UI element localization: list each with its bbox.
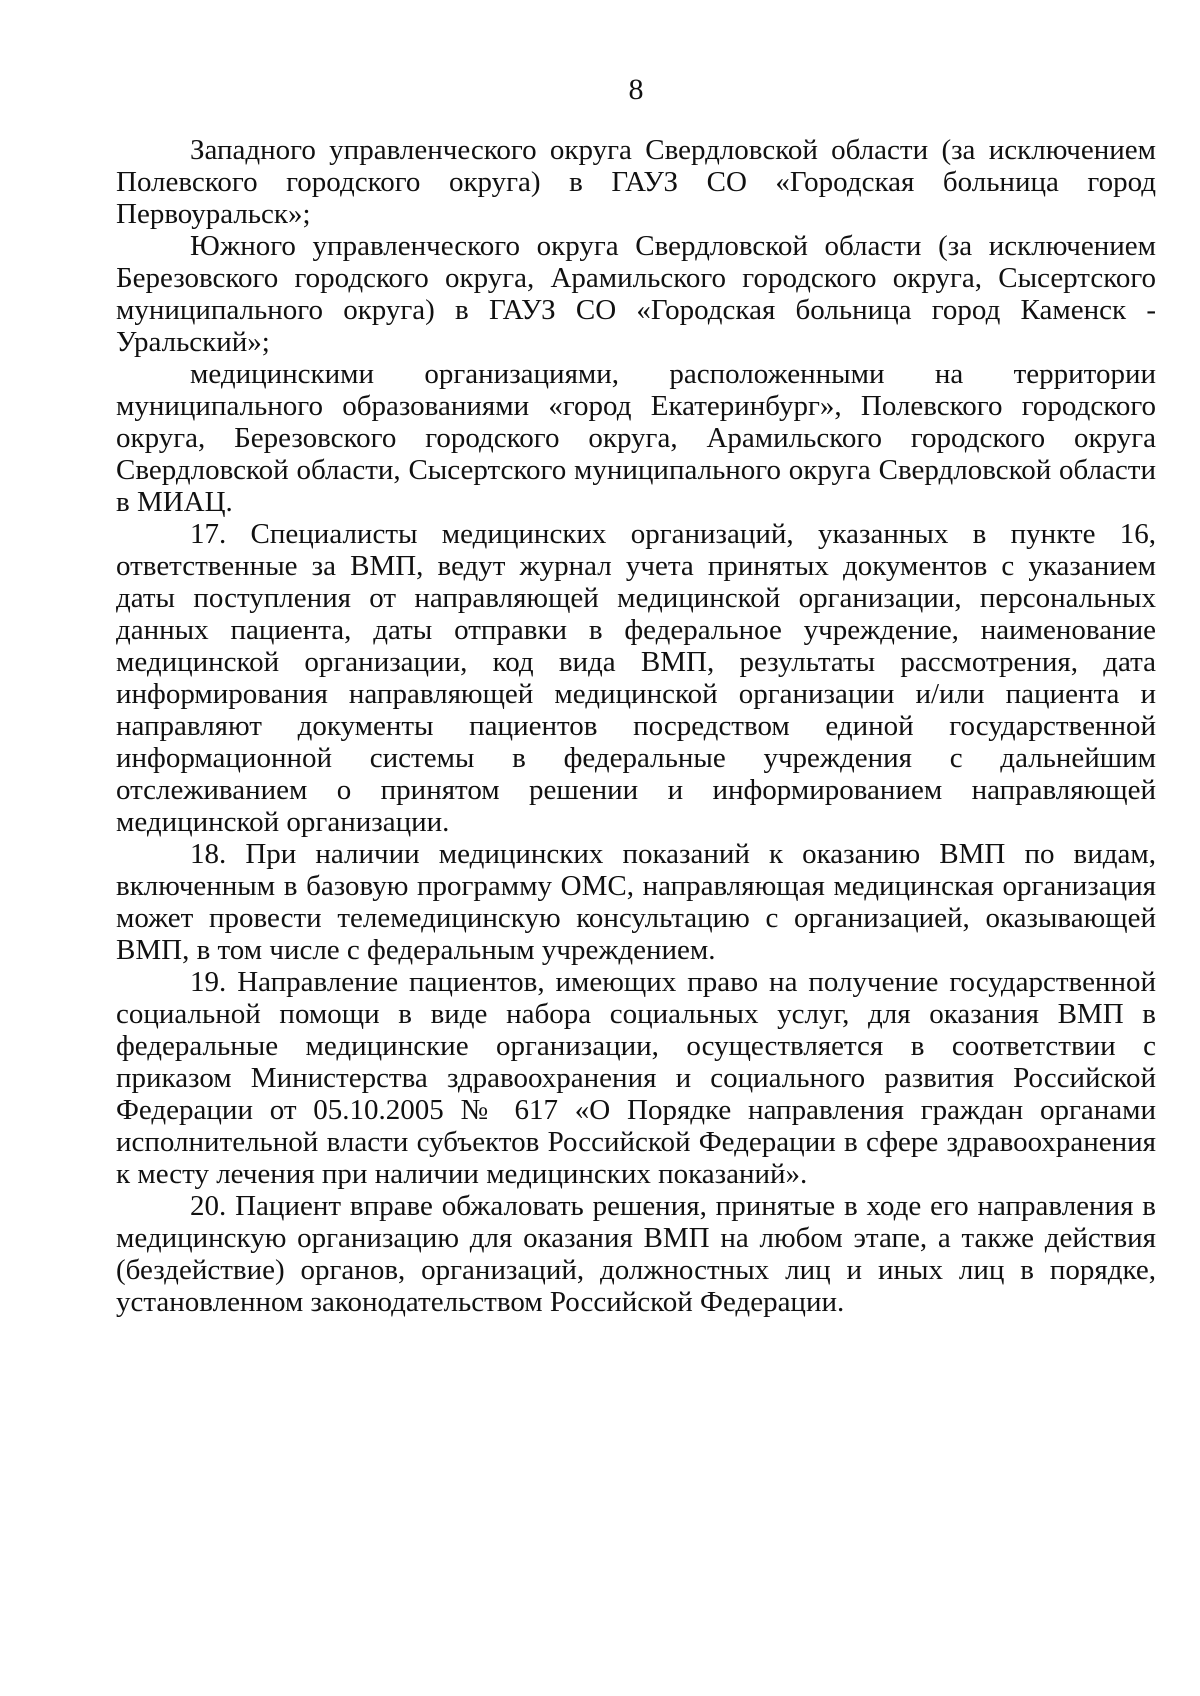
paragraph-item-20: 20. Пациент вправе обжаловать решения, принятые в ходе его направления в медицинскую организацию для оказания ВМП на любом этапе, а также действия (бездействие) органов, организаций, должностных лиц и иных лиц в порядке, установленном законодательством Российской Федерации.: [116, 1190, 1156, 1318]
paragraph-item-18: 18. При наличии медицинских показаний к оказанию ВМП по видам, включенным в базовую программу ОМС, направляющая медицинская организация может провести телемедицинскую консультацию с организацией, оказывающей ВМП, в том числе с федеральным учреждением.: [116, 838, 1156, 966]
paragraph-item-19: 19. Направление пациентов, имеющих право на получение государственной социальной помощи в виде набора социальных услуг, для оказания ВМП в федеральные медицинские организации, осуществляется в соответствии с приказом Министерства здравоохранения и социального развития Российской Федерации от 05.10.2005 № 617 «О Порядке направления граждан органами исполнительной власти субъектов Российской Федерации в сфере здравоохранения к месту лечения при наличии медицинских показаний».: [116, 966, 1156, 1190]
paragraph-southern-district: Южного управленческого округа Свердловской области (за исключением Березовского городского округа, Арамильского городского округа, Сысертского муниципального округа) в ГАУЗ СО «Городская больница город Каменск - Уральский»;: [116, 230, 1156, 358]
paragraph-western-district: Западного управленческого округа Свердловской области (за исключением Полевского городского округа) в ГАУЗ СО «Городская больница город Первоуральск»;: [116, 134, 1156, 230]
paragraph-item-17: 17. Специалисты медицинских организаций, указанных в пункте 16, ответственные за ВМП, ведут журнал учета принятых документов с указанием даты поступления от направляющей медицинской организации, персональных данных пациента, даты отправки в федеральное учреждение, наименование медицинской организации, код вида ВМП, результаты рассмотрения, дата информирования направляющей медицинской организации и/или пациента и направляют документы пациентов посредством единой государственной информационной системы в федеральные учреждения с дальнейшим отслеживанием о принятом решении и информированием направляющей медицинской организации.: [116, 518, 1156, 838]
paragraph-ekaterinburg-organizations: медицинскими организациями, расположенными на территории муниципального образованиями «город Екатеринбург», Полевского городского округа, Березовского городского округа, Арамильского городского округа Свердловской области, Сысертского муниципального округа Свердловской области в МИАЦ.: [116, 358, 1156, 518]
document-body: [116, 134, 1156, 1318]
page-number: 8: [628, 73, 644, 106]
